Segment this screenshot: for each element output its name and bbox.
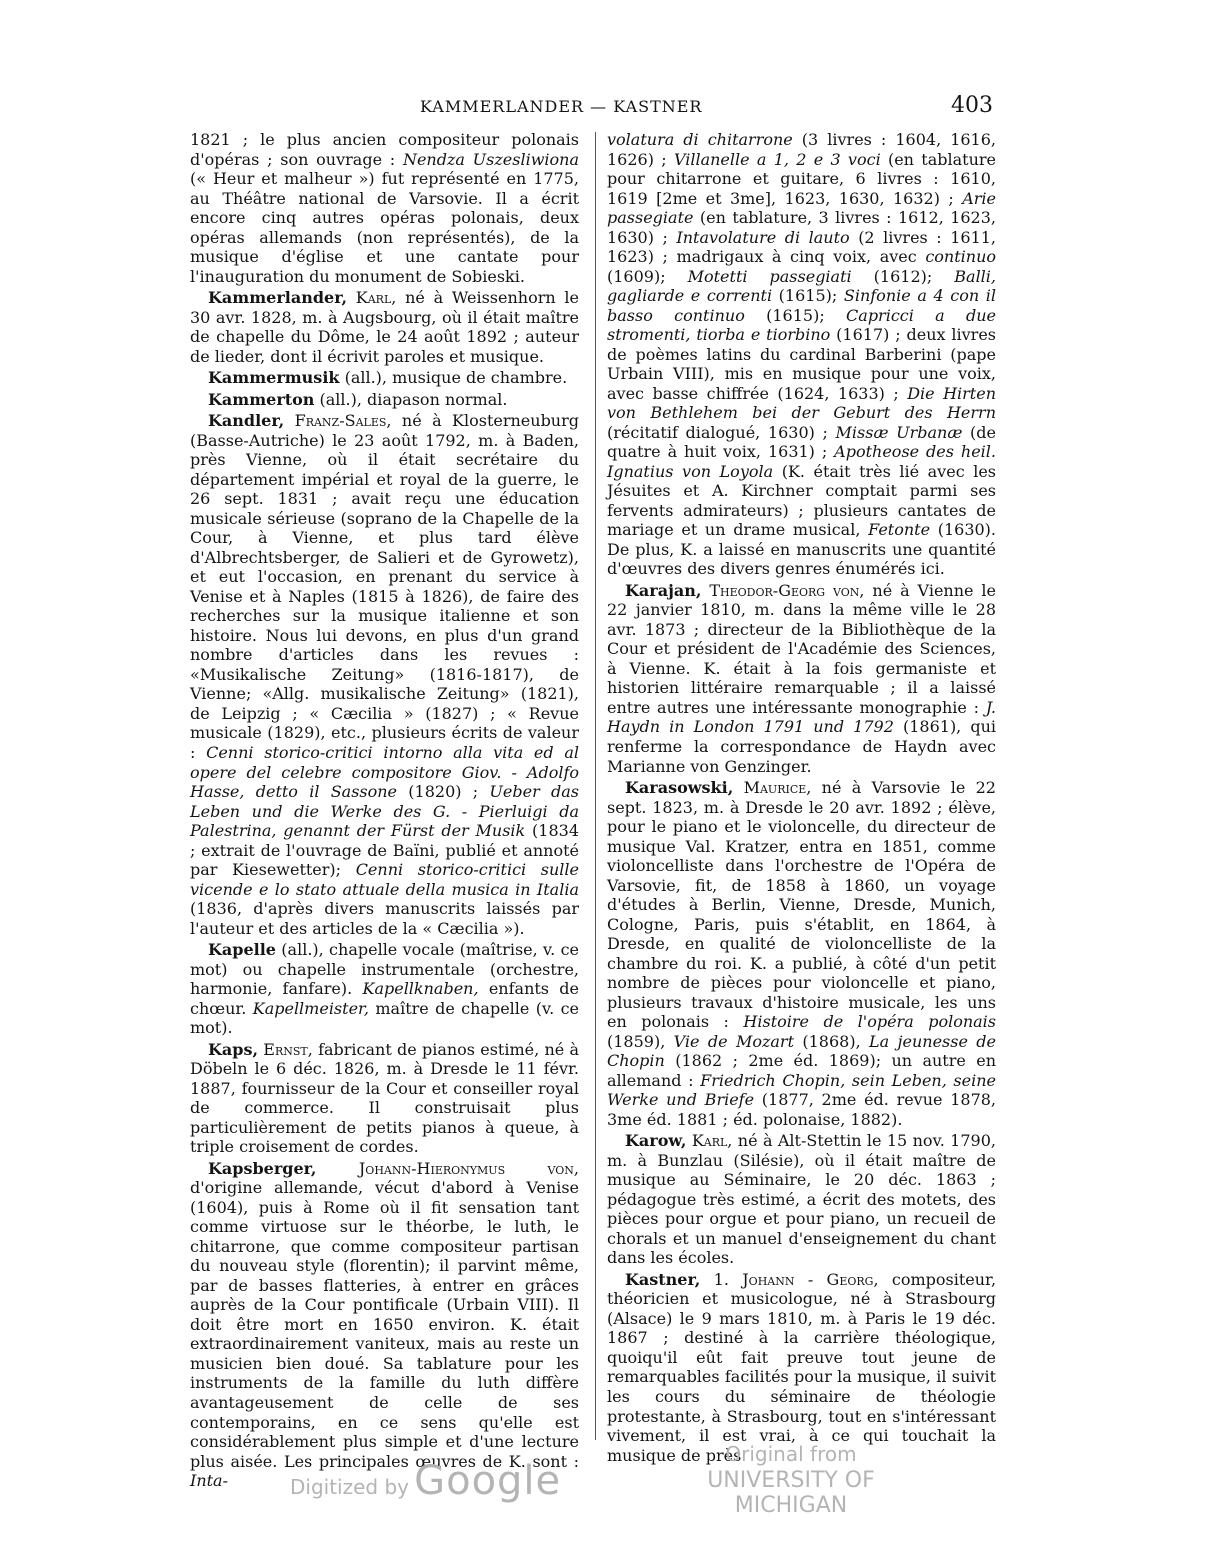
text-run: (en tablature pour chitarrone et guitare, 6 livres : 1610, 1619 [2me et 3me], 1623, 1630, 1632) ; bbox=[607, 149, 996, 208]
italic-title: J. Haydn in London 1791 und 1792 bbox=[607, 697, 996, 737]
text-run: Digitized by bbox=[290, 1475, 409, 1499]
entry-kandler bbox=[190, 411, 579, 938]
text-run: (all.), musique de chambre. bbox=[339, 368, 568, 388]
text-run: né à Alt-Stettin le 15 nov. 1790, m. à Bunzlau (Silésie), où il était maître de musique au Séminaire, le 20 déc. 1863 ; pédagogue très estimé, a écrit des motets, des pièces pour orgue et pour piano, un recueil de chorals et un manuel d'enseignement du chant dans les écoles. bbox=[607, 1131, 996, 1268]
text-run: (1861), qui renferme la correspondance de Haydn avec Marianne von Genzinger. bbox=[607, 717, 997, 776]
text-run: 1821 ; le plus ancien compositeur polonais d'opéras ; son ouvrage : bbox=[190, 130, 579, 169]
person-name: Karl, bbox=[355, 288, 397, 308]
headword: Karow, bbox=[625, 1131, 687, 1151]
italic-title: Vie de Mozart bbox=[673, 1031, 795, 1051]
italic-title: Cenni storico-critici intorno alla vita ed al opere del celebre compositore Giov. - Adolfo Hasse, detto il Sassone bbox=[190, 742, 579, 802]
text-run: Original from bbox=[725, 1442, 857, 1466]
text-run: (1877, 2me éd. revue 1878, 3me éd. 1881 ; éd. polonaise, 1882). bbox=[607, 1090, 997, 1129]
running-head: KAMMERLANDER — KASTNER bbox=[420, 97, 703, 116]
entry-kammerton bbox=[190, 390, 579, 410]
entry-karow bbox=[607, 1131, 996, 1268]
italic-title: Friedrich Chopin, sein Leben, seine Werke und Briefe bbox=[607, 1070, 996, 1110]
entry-kaps bbox=[190, 1040, 579, 1157]
person-name: Maurice, bbox=[743, 778, 812, 798]
entry-continuation bbox=[190, 130, 579, 286]
entry-kastner bbox=[607, 1270, 996, 1465]
text-run: (1617) ; deux livres de poèmes latins du cardinal Barberini (pape Urbain VIII), mis en musique pour une voix, avec basse chiffrée (1624, 1633) ; bbox=[607, 325, 997, 403]
text-run: (1836, d'après divers manuscrits laissés par l'auteur et des articles de la « Cæcilia »). bbox=[190, 899, 579, 938]
italic-title: Cenni storico-critici sulle vicende e lo stato attuale della musica in Italia bbox=[190, 860, 579, 899]
italic-title: Arie passegiate bbox=[607, 188, 996, 228]
entry-karasowski bbox=[607, 778, 996, 1129]
headword: Karajan, bbox=[625, 580, 702, 600]
italic-title: Sinfonie a 4 con il basso continuo bbox=[607, 286, 996, 325]
headword: Kammermusik bbox=[208, 368, 340, 388]
text-run: (1609); bbox=[607, 266, 688, 286]
entry-kapelle bbox=[190, 940, 579, 1038]
text-run: (2 livres : 1611, 1623) ; madrigaux à cinq voix, avec bbox=[607, 227, 997, 267]
text-run: (1615); bbox=[744, 305, 847, 325]
text-run: (en tablature, 3 livres : 1612, 1623, 1630) ; bbox=[607, 208, 996, 247]
italic-title: Villanelle a 1, 2 e 3 voci bbox=[673, 149, 881, 169]
text-run: fabricant de pianos estimé, né à Döbeln le 6 déc. 1826, m. à Dresde le 11 févr. 1887, fournisseur de la Cour et conseiller royal de commerce. Il construisait plus particulièrement de petits pianos à queue, à triple croisement de cordes. bbox=[190, 1039, 579, 1157]
person-name: Johann-Hieronymus von, bbox=[358, 1158, 579, 1178]
right-column bbox=[607, 130, 996, 1467]
italic-title: Intavolature di lauto bbox=[676, 227, 850, 247]
text-run: maître de chapelle (v. ce mot). bbox=[190, 998, 580, 1038]
italic-title: Nendza Uszesliwiona bbox=[402, 149, 579, 169]
text-run: (1612); bbox=[851, 266, 955, 286]
text-run: (3 livres : 1604, 1616, 1626) ; bbox=[607, 130, 997, 169]
italic-title: Kapellknaben, bbox=[362, 979, 479, 999]
italic-title: Inta- bbox=[190, 1471, 228, 1491]
text-run: (récitatif dialogué, 1630) ; bbox=[607, 422, 836, 442]
headword: Kammerton bbox=[208, 389, 315, 409]
text-run: (1868), bbox=[794, 1031, 870, 1051]
text-run: UNIVERSITY OF MICHIGAN bbox=[707, 1468, 875, 1518]
person-name: Theodor-Georg von, bbox=[709, 580, 865, 600]
italic-title: continuo bbox=[925, 247, 996, 267]
italic-title: La jeunesse de Chopin bbox=[607, 1031, 997, 1071]
person-name: Franz-Sales, bbox=[294, 411, 392, 431]
text-run: (1834 ; extrait de l'ouvrage de Baïni, publié et annoté par Kiesewetter); bbox=[190, 821, 580, 880]
italic-title: Kapellmeister, bbox=[252, 998, 370, 1018]
text-run: né à Vienne le 22 janvier 1810, m. dans la même ville le 28 avr. 1873 ; directeur de la Bibliothèque de la Cour et président de l'Académie des Sciences, à Vienne. K. était à la fois germaniste et historien littéraire remarquable ; il a laissé entre autres une intéressante monographie : bbox=[607, 580, 996, 717]
headword: Kastner, bbox=[625, 1269, 701, 1289]
person-name: Karl, bbox=[691, 1131, 733, 1151]
headword: Kapsberger, bbox=[208, 1158, 317, 1178]
page-number: 403 bbox=[951, 93, 993, 118]
left-column bbox=[190, 130, 579, 1493]
text-run: (1859), bbox=[607, 1031, 674, 1051]
text-run: 1. bbox=[700, 1269, 743, 1289]
italic-title: Missæ Urbanæ bbox=[835, 422, 963, 442]
italic-title: Fetonte bbox=[868, 520, 931, 540]
original-from-watermark bbox=[666, 1442, 916, 1518]
digitization-footer bbox=[0, 1440, 1207, 1518]
text-run: (1862 ; 2me éd. 1869); un autre en allemand : bbox=[607, 1051, 996, 1090]
entry-kammermusik bbox=[190, 368, 579, 388]
text-run: né à Weissenhorn le 30 avr. 1828, m. à Augsbourg, où il était maître de chapelle du Dôme, le 24 août 1892 ; auteur de lieder, dont il écrivit paroles et musique. bbox=[190, 288, 579, 366]
text-run: (« Heur et malheur ») fut représenté en 1775, au Théâtre national de Varsovie. Il a écrit encore cinq autres opéras polonais, deux opéras allemands (non représentés), de la musique d'église et une cantate pour l'inauguration du monument de Sobieski. bbox=[190, 169, 579, 286]
entry-kapsberger-continuation bbox=[607, 130, 996, 579]
italic-title: Ueber das Leben und die Werke des G. - Pierluigi da Palestrina, genannt der Fürst der Musik bbox=[190, 782, 579, 841]
italic-title: Balli, gagliarde e correnti bbox=[607, 266, 996, 306]
italic-title: volatura di chitarrone bbox=[607, 130, 793, 149]
text-run: (all.), diapason normal. bbox=[314, 389, 508, 409]
column-divider bbox=[595, 132, 596, 1440]
entry-kammerlander bbox=[190, 288, 579, 366]
headword: Kapelle bbox=[208, 940, 276, 960]
headword: Kammerlander, bbox=[208, 288, 348, 308]
text-run: (de quatre à huit voix, 1631) ; bbox=[607, 422, 996, 462]
headword: Kandler, bbox=[208, 411, 285, 431]
text-run: (1820) ; bbox=[397, 782, 490, 802]
text-run: né à Klosterneuburg (Basse-Autriche) le 23 août 1792, m. à Baden, près Vienne, où il était secrétaire du département impérial et royal de la guerre, le 26 sept. 1831 ; avait reçu une éducation musicale sérieuse (soprano de la Chapelle de la Cour, à Vienne, et plus tard élève d'Albrechtsberger, de Salieri et de Gyrowetz), et eut l'occasion, en prenant du service à Venise et à Naples (1815 à 1826), de faire des recherches sur la musique italienne et son histoire. Nous lui devons, en plus d'un grand nombre d'articles dans les revues : «Musikalische Zeitung» (1816-1817), de Vienne; «Allg. musikalische Zeitung» (1821), de Leipzig ; « Cæcilia » (1827) ; « Revue musicale (1829), etc., plusieurs écrits de valeur : bbox=[190, 411, 580, 762]
text-run: (K. était très lié avec les Jésuites et A. Kirchner comptait parmi ses fervents admirateurs) ; plusieurs cantates de mariage et un drame musical, bbox=[607, 461, 996, 540]
text-run: né à Varsovie le 22 sept. 1823, m. à Dresde le 20 avr. 1892 ; élève, pour le piano et le violoncelle, du directeur de musique Val. Kratzer, entra en 1851, comme violoncelliste dans l'orchestre de l'Opéra de Varsovie, fit, de 1858 à 1860, un voyage d'études à Berlin, Vienne, Dresde, Munich, Cologne, Paris, puis s'établit, en 1864, à Dresde, en qualité de violoncelliste de la chambre du roi. K. a publié, à côté d'un petit nombre de pièces pour violoncelle et piano, plusieurs travaux d'histoire musicale, les uns en polonais : bbox=[607, 778, 996, 1032]
text-run: (1630). De plus, K. a laissé en manuscrits une quantité d'œuvres des divers genres énumérés ici. bbox=[607, 520, 997, 579]
text-run: enfants de chœur. bbox=[190, 979, 579, 1018]
italic-title: Die Hirten von Bethlehem bei der Geburt des Herrn bbox=[607, 383, 997, 423]
google-logo: Google bbox=[414, 1458, 562, 1504]
page-header bbox=[190, 93, 993, 121]
text-run: (1615); bbox=[772, 286, 844, 306]
text-run: compositeur, théoricien et musicologue, né à Strasbourg (Alsace) le 9 mars 1810, m. à Paris le 19 déc. 1867 ; destiné à la carrière théologique, quoiqu'il eût fait preuve tout jeune de remarquables facilités pour la musique, il suivit les cours du séminaire de théologie protestante, à Strasbourg, tout en s'intéressant vivement, il est vrai, à ce qui touchait la musique de près bbox=[607, 1269, 997, 1465]
person-name: Ernst, bbox=[263, 1039, 313, 1059]
headword: Karasowski, bbox=[625, 778, 734, 798]
entry-karajan bbox=[607, 581, 996, 776]
text-run: d'origine allemande, vécut d'abord à Venise (1604), puis à Rome où il fit sensation tant comme virtuose sur le théorbe, le luth, le chitarrone, que comme compositeur partisan du nouveau style (florentin); il parvint même, par de basses flatteries, à entrer en grâces auprès de la Cour pontificale (Urbain VIII). Il doit être mort en 1650 environ. K. était extraordinairement vaniteux, mais au reste un musicien bien doué. Sa tablature pour les instruments de la famille du luth diffère avantageusement de celle de ses contemporains, en ce sens qu'elle est considérablement plus simple et d'une lecture plus aisée. Les principales œuvres de K. sont : bbox=[190, 1178, 579, 1471]
italic-title: Capricci a due stromenti, tiorba e tiorbino bbox=[607, 305, 997, 345]
italic-title: Apotheose des heil. Ignatius von Loyola bbox=[607, 442, 996, 481]
text-run: (all.), chapelle vocale (maîtrise, v. ce mot) ou chapelle instrumentale (orchestre, harmonie, fanfare). bbox=[190, 940, 579, 999]
person-name: Johann - Georg, bbox=[742, 1269, 879, 1289]
italic-title: Motetti passegiati bbox=[687, 266, 852, 286]
digitized-by-watermark bbox=[290, 1458, 561, 1504]
headword: Kaps, bbox=[208, 1039, 259, 1059]
italic-title: Histoire de l'opéra polonais bbox=[743, 1012, 997, 1032]
